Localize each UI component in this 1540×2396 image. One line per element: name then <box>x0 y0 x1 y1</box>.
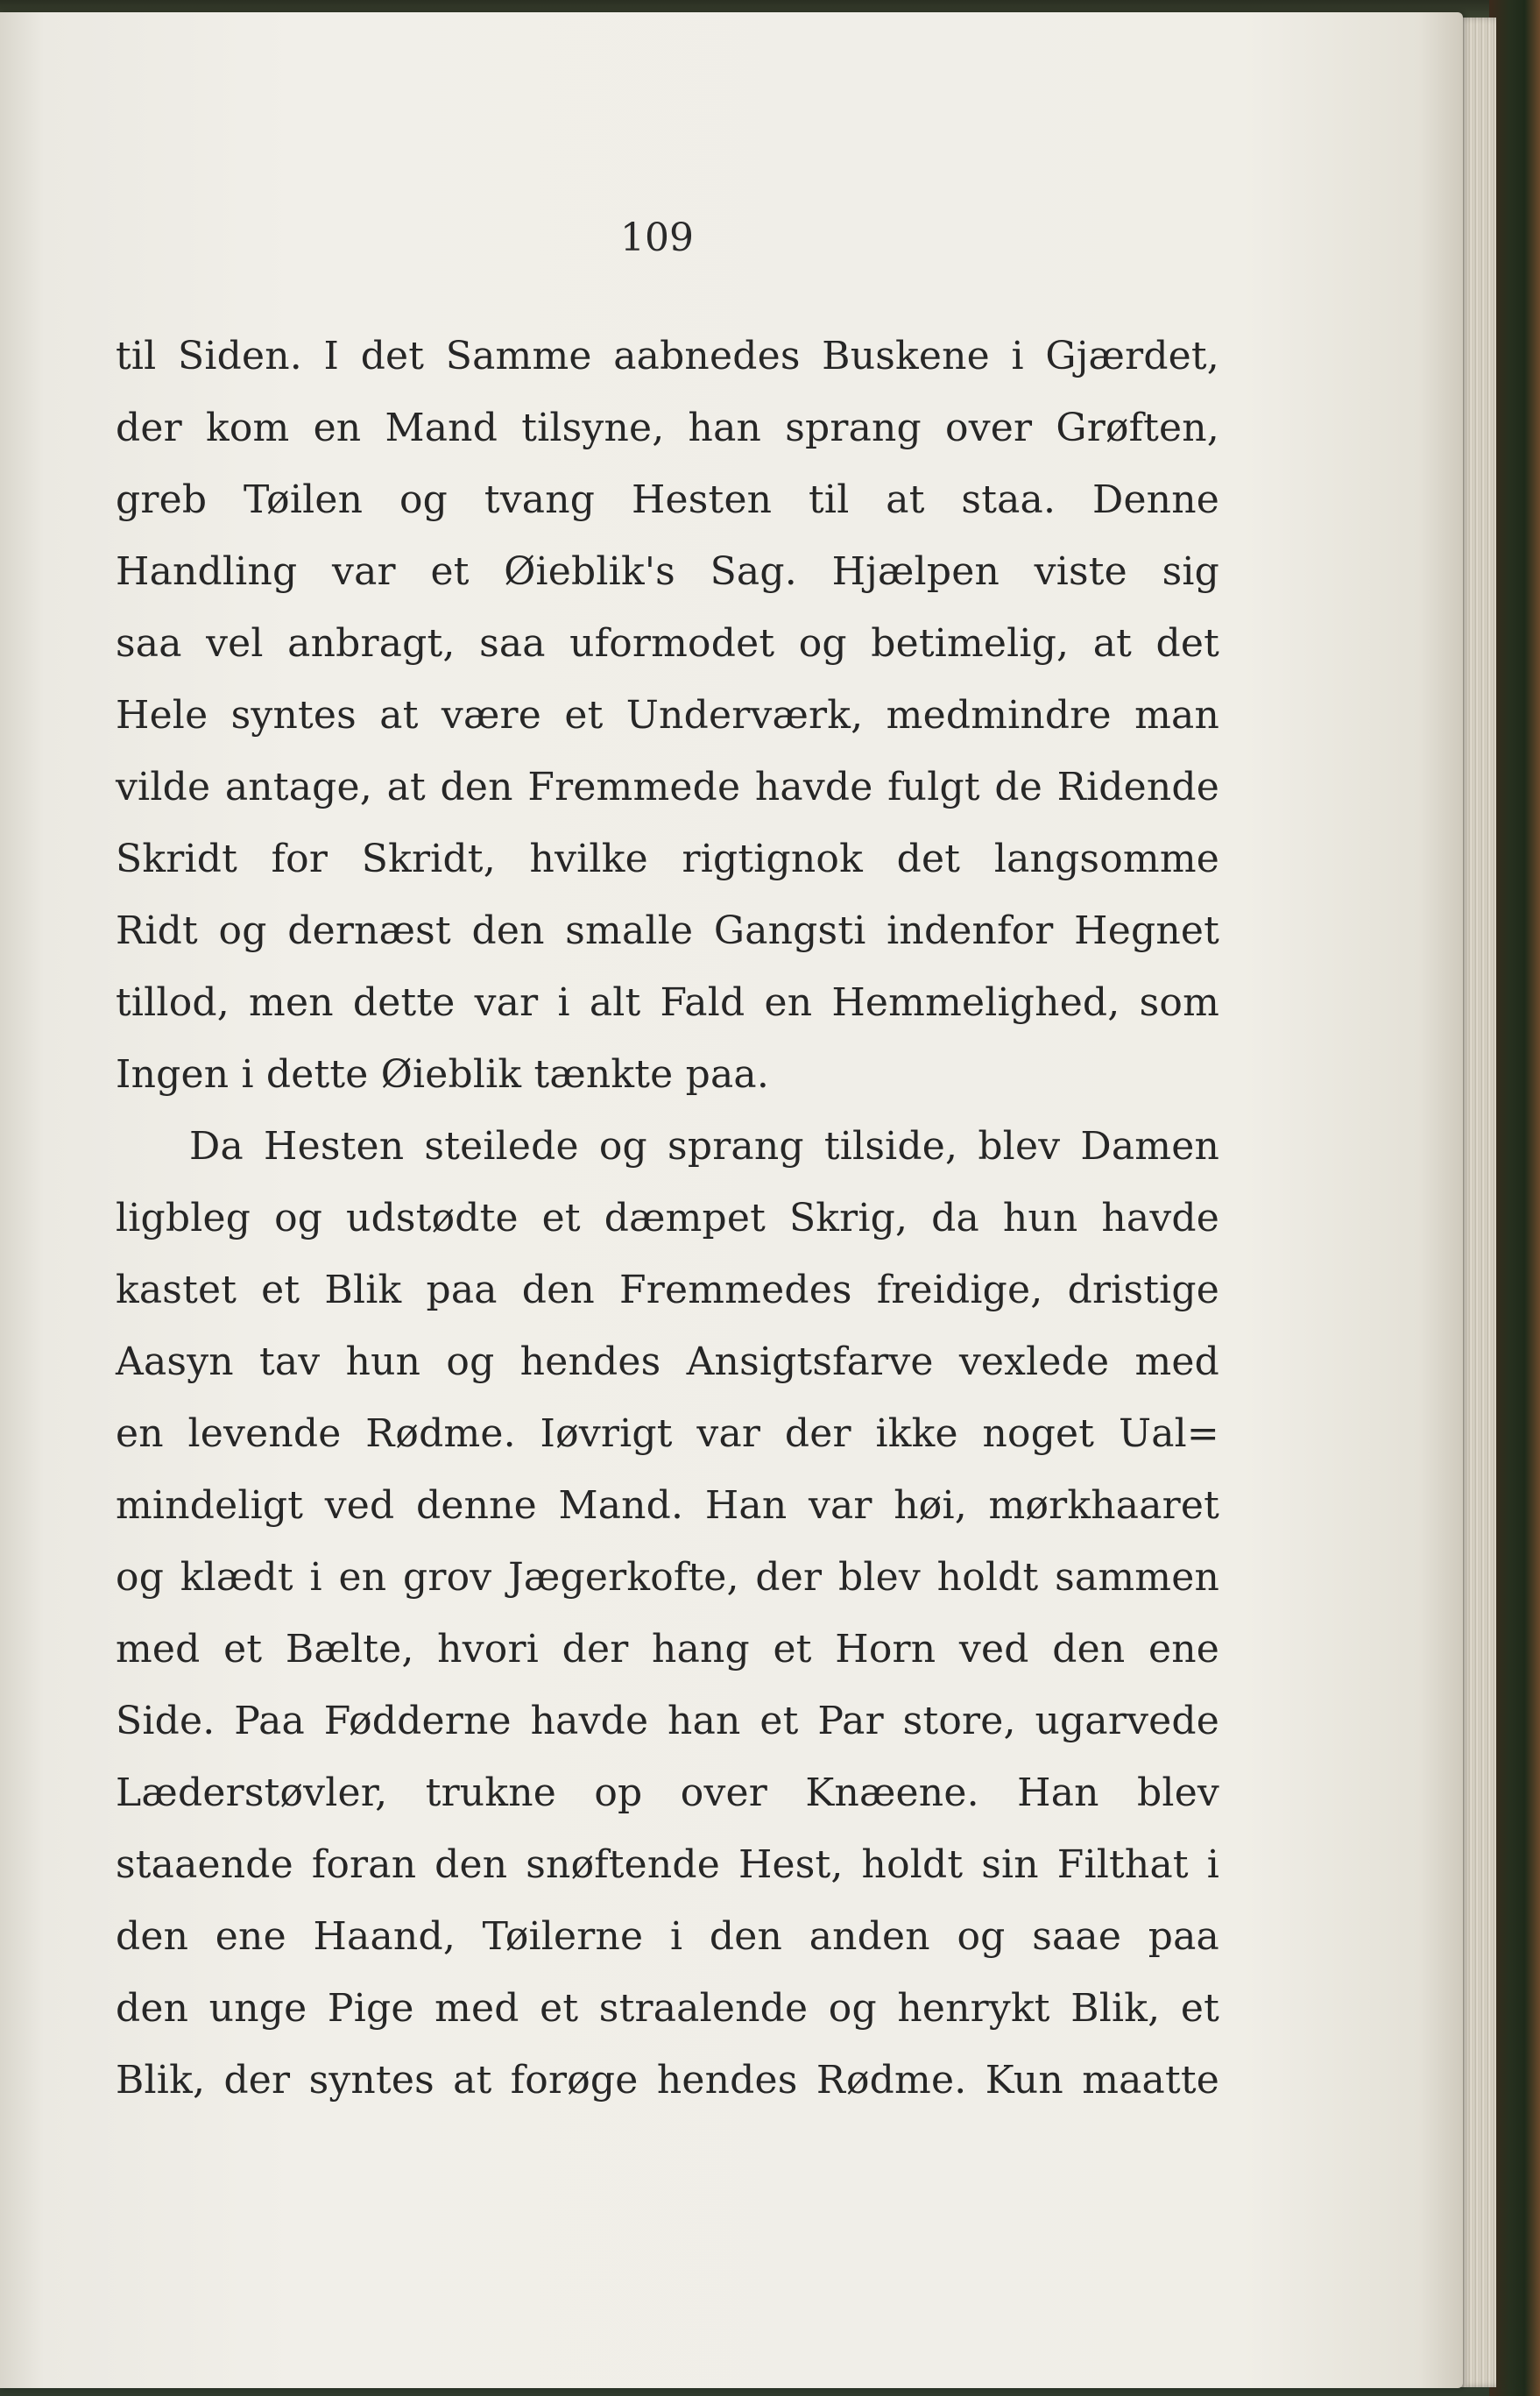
body-text <box>116 321 1219 2117</box>
text-line: en levende Rødme. Iøvrigt var der ikke noget Ual= <box>116 1411 1219 1456</box>
text-line: og klædt i en grov Jægerkofte, der blev holdt sammen <box>116 1555 1219 1600</box>
text-line: ligbleg og udstødte et dæmpet Skrig, da hun havde <box>116 1196 1219 1240</box>
text-line: den unge Pige med et straalende og henrykt Blik, et <box>116 1986 1219 2031</box>
text-line: der kom en Mand tilsyne, han sprang over Grøften, <box>116 406 1219 450</box>
page-number: 109 <box>620 216 694 260</box>
text-line: Aasyn tav hun og hendes Ansigtsfarve vexlede med <box>116 1339 1219 1384</box>
text-line: vilde antage, at den Fremmede havde fulgt de Ridende <box>116 765 1219 809</box>
text-line: Side. Paa Fødderne havde han et Par store, ugarvede <box>116 1699 1219 1743</box>
text-line: Blik, der syntes at forøge hendes Rødme. Kun maatte <box>116 2058 1219 2103</box>
text-line: med et Bælte, hvori der hang et Horn ved den ene <box>116 1627 1219 1672</box>
text-line: den ene Haand, Tøilerne i den anden og saae paa <box>116 1914 1219 1959</box>
scan-background-right <box>1489 0 1540 2396</box>
text-line: tillod, men dette var i alt Fald en Hemmelighed, som <box>116 980 1219 1025</box>
text-line: kastet et Blik paa den Fremmedes freidige, dristige <box>116 1268 1219 1312</box>
text-line-paragraph-start: Da Hesten steilede og sprang tilside, blev Damen <box>189 1124 1219 1169</box>
text-line: Læderstøvler, trukne op over Knæene. Han blev <box>116 1770 1219 1815</box>
text-line-paragraph-end: Ingen i dette Øieblik tænkte paa. <box>116 1052 770 1097</box>
text-line: Ridt og dernæst den smalle Gangsti indenfor Hegnet <box>116 908 1219 953</box>
text-line: Handling var et Øieblik's Sag. Hjælpen viste sig <box>116 549 1219 594</box>
text-line: mindeligt ved denne Mand. Han var høi, mørkhaaret <box>116 1483 1219 1528</box>
text-line: til Siden. I det Samme aabnedes Buskene i Gjærdet, <box>116 334 1219 378</box>
text-line: Skridt for Skridt, hvilke rigtignok det langsomme <box>116 837 1219 881</box>
book-page <box>0 12 1463 2388</box>
text-line: saa vel anbragt, saa uformodet og betimelig, at det <box>116 621 1219 666</box>
text-line: Hele syntes at være et Underværk, medmindre man <box>116 693 1219 738</box>
text-line: greb Tøilen og tvang Hesten til at staa. Denne <box>116 477 1219 522</box>
text-line: staaende foran den snøftende Hest, holdt sin Filthat i <box>116 1842 1219 1887</box>
